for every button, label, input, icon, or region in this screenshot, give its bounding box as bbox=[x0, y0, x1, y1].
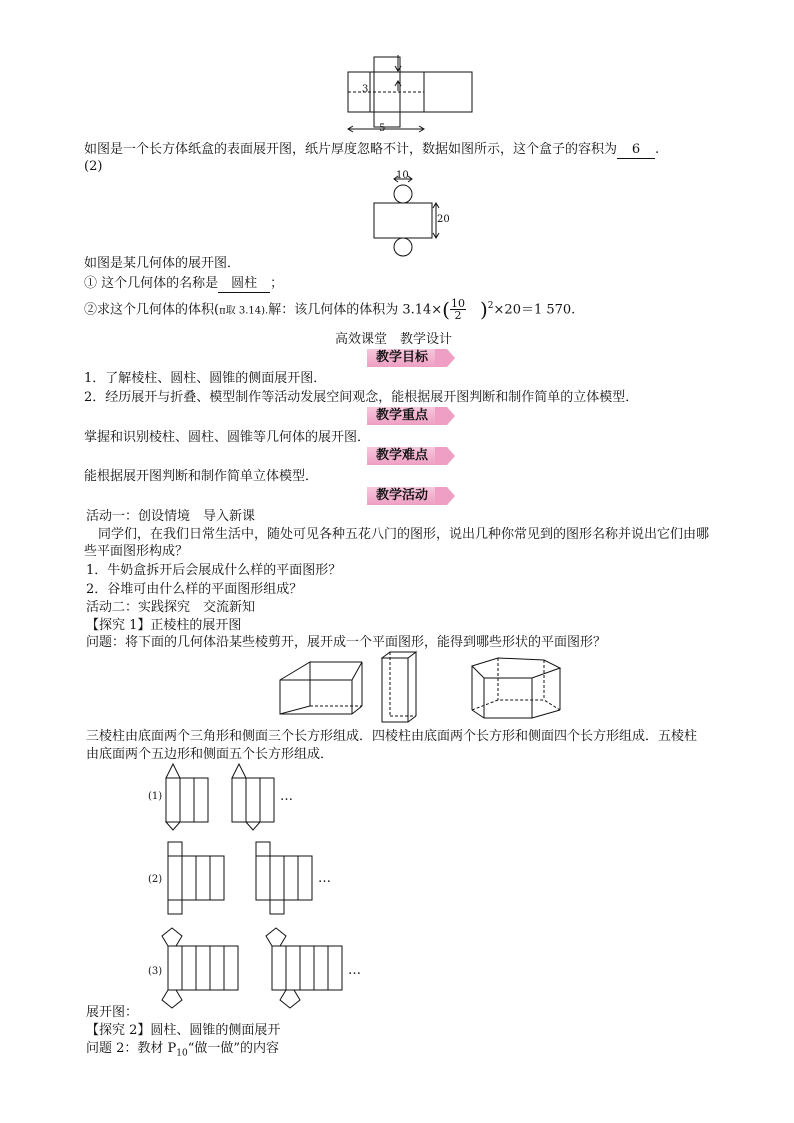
goal-1: 1．了解棱柱、圆柱、圆锥的侧面展开图． bbox=[84, 371, 327, 386]
explore1-question: 问题：将下面的几何体沿某些棱剪开，展开成一个平面图形，能得到哪些形状的平面图形？ bbox=[86, 635, 607, 650]
page-header: 高效课堂 教学设计 bbox=[335, 332, 453, 347]
banner-activity-label: 教学活动 bbox=[367, 487, 437, 505]
cyl-dim-20: 20 bbox=[437, 214, 450, 225]
q1-end: . bbox=[655, 142, 660, 157]
activity1-para-1: 同学们，在我们日常生活中，随处可见各种五花八门的图形，说出几种你常见到的图形名称并说出它们由哪 bbox=[98, 527, 710, 542]
net-ellipsis-1: … bbox=[280, 789, 293, 804]
explore1-title: 【探究 1】正棱柱的展开图 bbox=[86, 618, 242, 633]
banner-activity bbox=[367, 487, 457, 505]
q1-stem: 如图是一个长方体纸盒的表面展开图，纸片厚度忽略不计，数据如图所示，这个盒子的容积为 bbox=[84, 142, 618, 157]
square-prism-net-b bbox=[254, 840, 320, 920]
banner-key-label: 教学重点 bbox=[367, 407, 437, 425]
cylinder-net-figure bbox=[370, 170, 470, 262]
chevron-icon bbox=[435, 407, 457, 425]
banner-goals-label: 教学目标 bbox=[367, 349, 437, 367]
activity1-para-2: 些平面图形构成？ bbox=[84, 544, 189, 559]
activity1-q1: 1．牛奶盒拆开后会展成什么样的平面图形？ bbox=[86, 563, 342, 578]
activity1-title: 活动一：创设情境 导入新课 bbox=[86, 509, 256, 524]
explore2-page-number: 10 bbox=[176, 1048, 188, 1059]
activity2-title: 活动二：实践探究 交流新知 bbox=[86, 600, 256, 615]
q2-intro: 如图是某几何体的展开图． bbox=[84, 256, 241, 271]
banner-difficulty bbox=[367, 447, 457, 465]
chevron-icon bbox=[435, 349, 457, 367]
q2-sub2-solution: 解：该几何体的体积为 3.14× bbox=[268, 302, 443, 318]
q2-sub2-pi: π取 3.14). bbox=[219, 305, 269, 317]
net-ellipsis-3: … bbox=[348, 963, 361, 978]
box-dim-5: 5 bbox=[379, 123, 386, 134]
activity1-q2: 2．谷堆可由什么样的平面图形组成？ bbox=[86, 582, 303, 597]
pentagonal-prism-figure bbox=[470, 656, 566, 722]
cyl-dim-10: 10 bbox=[396, 170, 409, 181]
net-label-1: (1) bbox=[148, 791, 163, 802]
chevron-icon bbox=[435, 447, 457, 465]
explore2-title: 【探究 2】圆柱、圆锥的侧面展开 bbox=[86, 1023, 281, 1038]
box-dim-3: 3 bbox=[362, 84, 369, 95]
triangular-prism-net-b bbox=[230, 762, 280, 832]
fraction-numerator: 10 bbox=[450, 297, 465, 311]
net-label-3: (3) bbox=[148, 966, 163, 977]
pentagonal-prism-net-a bbox=[158, 926, 248, 1012]
net-label-2: (2) bbox=[148, 874, 163, 885]
chevron-icon bbox=[435, 487, 457, 505]
q1-text bbox=[84, 141, 659, 159]
q2-sub2: ②求这个几何体的体积(π取 3.14).解：该几何体的体积为 3.14×( $\frac{10}{2}$ )$^2$×20＝1 570. bbox=[84, 297, 576, 323]
fraction bbox=[450, 298, 466, 321]
pentagonal-prism-net-b bbox=[262, 926, 352, 1012]
box-net-figure bbox=[340, 55, 480, 135]
explore1-answer-2: 由底面两个五边形和侧面五个长方形组成． bbox=[86, 747, 334, 762]
q2-sub1-stem: ① 这个几何体的名称是 bbox=[84, 276, 219, 291]
explore2-question-suffix: “做一做”的内容 bbox=[187, 1041, 280, 1056]
banner-key bbox=[367, 407, 457, 425]
exponent: 2 bbox=[487, 301, 494, 311]
banner-difficulty-label: 教学难点 bbox=[367, 447, 437, 465]
explore2-question-prefix: 问题 2：教材 P bbox=[86, 1041, 177, 1056]
q2-sub1-end: ； bbox=[270, 276, 284, 291]
net-ellipsis-2: … bbox=[318, 871, 331, 886]
triangular-prism-figure bbox=[278, 658, 368, 718]
fraction-denominator: 2 bbox=[454, 309, 462, 323]
q1-answer: 6 bbox=[617, 141, 655, 159]
q2-number: (2) bbox=[84, 159, 103, 174]
q2-sub1 bbox=[84, 275, 283, 293]
triangular-prism-net-a bbox=[164, 762, 214, 832]
goal-2: 2．经历展开与折叠、模型制作等活动发展空间观念，能根据展开图判断和制作简单的立体模型． bbox=[84, 390, 639, 405]
key-text: 掌握和识别棱柱、圆柱、圆锥等几何体的展开图． bbox=[84, 430, 371, 445]
q2-sub2-stem: ②求这个几何体的体积( bbox=[84, 302, 220, 318]
banner-goals bbox=[367, 349, 457, 367]
explore1-answer-1: 三棱柱由底面两个三角形和侧面三个长方形组成．四棱柱由底面两个长方形和侧面四个长方形组成．五棱柱 bbox=[86, 729, 698, 744]
q2-sub1-answer: 圆柱 bbox=[218, 275, 270, 293]
square-prism-figure bbox=[380, 650, 420, 726]
difficulty-text: 能根据展开图判断和制作简单立体模型． bbox=[84, 469, 319, 484]
square-prism-net-a bbox=[166, 840, 232, 920]
explore2-question bbox=[86, 1040, 279, 1063]
nets-caption: 展开图： bbox=[86, 1005, 139, 1020]
q2-sub2-result: ×20＝1 570. bbox=[493, 302, 576, 318]
